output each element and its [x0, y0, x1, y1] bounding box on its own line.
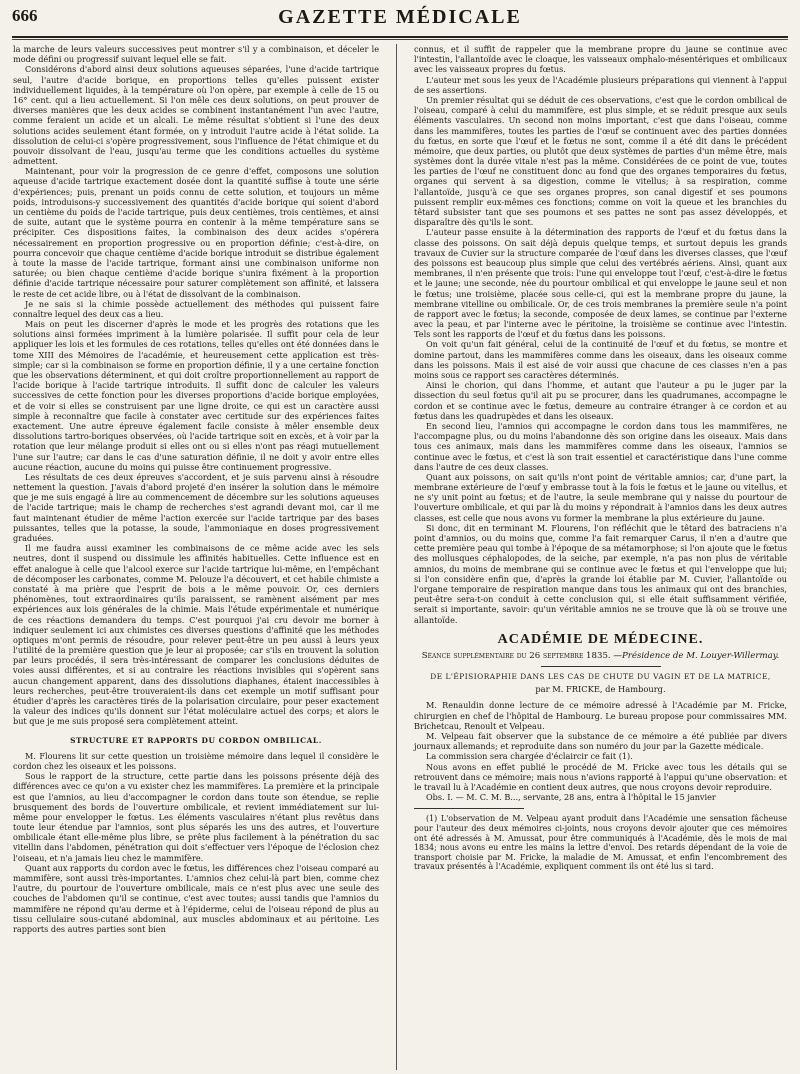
seance-line: [414, 651, 787, 661]
paragraph: Nous avons en effet publié le procédé de M. Fricke avec tous les détails qui se retrouvent dans ce mémoire; mais nous n'avions rapporté à l'appui qu'une observation: et le travail lu à l'Académie en contient deux autres, que nous croyons devoir reproduire.: [414, 761, 787, 792]
paragraph: Considérons d'abord ainsi deux solutions aqueuses séparées, l'une d'acide tartrique seul, l'autre d'acide borique, en proportions telles qu'elles puissent exister individuellement liquides, à la température où l'on opère, par exemple à celle de 15 ou 16° cent. qui a lieu actuellement. Si l'on mêle ces deux solutions, on peut prouver de diverses manières que les deux acides se combinent instantanément l'un avec l'autre, comme feraient un acide et un alcali. Le même résultat s'obtient si l'une des deux solutions acides seulement étant formée, on y introduit l'autre acide à l'état solide. La dissolution de celui-ci s'opère progressivement, sous l'influence de l'état chimique et du pouvoir dissolvant de l'eau, jusqu'au terme que les conditions actuelles du système admettent.: [13, 64, 379, 167]
footnote-rule: [414, 808, 524, 809]
paragraph: Ainsi le chorion, qui dans l'homme, et autant que l'auteur a pu le juger par la dissection du seul fœtus qu'il ait pu se procurer, dans les quadrumanes, accompagne le cordon et se continue avec le fœtus, demeure au contraire étranger à ce cordon et au fœtus dans les quadrupèdes et dans les oiseaux.: [414, 380, 787, 421]
paragraph: Un premier résultat qui se déduit de ces observations, c'est que le cordon ombilical de l'oiseau, comparé à celui du mammifère, est plus simple, et se réduit presque aux seuls éléments vasculaires. Un second non moins important, c'est que dans l'oiseau, comme dans les mammifères, toutes les parties de l'œuf se continuent avec des parties données du fœtus, en sorte que l'œuf et le fœtus ne sont, comme il a été dit dans le précédent mémoire, que deux parties, ou plutôt que deux systèmes de parties d'un même être, mais systèmes dont la durée vitale n'est pas la même. Considérées de ce point de vue, toutes les parties de l'œuf ne constituent donc au fond que des organes temporaires du fœtus, organes qui servent à sa digestion, comme le vitellus; à sa respiration, comme l'allantoïde, jusqu'à ce que ses organes propres, son canal digestif et ses poumons puissent remplir eux-mêmes ces fonctions; comme on voit la queue et les branchies du têtard subsister tant que ses poumons et ses pattes ne sont pas assez développés, et disparaître dès qu'ils le sont.: [414, 94, 787, 228]
paragraph: Je ne sais si la chimie possède actuellement des méthodes qui puissent faire connaître lequel des deux cas a lieu.: [13, 298, 379, 319]
paragraph: Il me faudra aussi examiner les combinaisons de ce même acide avec les sels neutres, dont il suspend ou dissimule les affinités habituelles. Cette influence est en effet analogue à celle que l'alcool exerce sur l'acide tartrique lui-même, en l'empêchant de décomposer les carbonates, comme M. Pelouze l'a découvert, et cet habile chimiste a constaté à ma prière que l'esprit de bois a le même pouvoir. Or, ces derniers phénomènes, tout extraordinaires qu'ils paraissent, se ramènent aisément par mes expériences aux lois générales de la chimie. Mais l'étude expérimentale et numérique de ces réactions demandera du temps. C'est pourquoi j'ai cru devoir me borner à indiquer seulement ici aux chimistes ces diverses questions d'affinité que les méthodes optiques m'ont permis de résoudre, pour relever peut-être un peu aussi à leurs yeux l'utilité de la première question que je leur ai proposée; car s'ils en trouvent la solution par leurs procédés, il sera très-intéressant de comparer les conclusions déduites de voies aussi différentes, et si au contraire les réactions invisibles qui s'opèrent sans aucun changement apparent, dans des dissolutions diaphanes, étaient inaccessibles à leurs recherches, peut-être trouveraient-ils dans cet exemple un motif suffisant pour étudier d'après les caractères tirés de la polarisation circulaire, pour peser exactement la valeur des indices qu'ils donnent sur l'état moléculaire actuel des corps; et alors le but que je me suis proposé sera complètement atteint.: [13, 543, 379, 727]
column-divider: [396, 44, 397, 1070]
observation-line: Obs. I. — M. C. M. B..., servante, 28 ans, entra à l'hôpital le 15 janvier: [426, 792, 716, 803]
paragraph: Si donc, dit en terminant M. Flourens, l'on réfléchit que le têtard des batraciens n'a point d'amnios, ou du moins que, comme l'a fait remarquer Carus, il n'en a d'autre que cette première peau qui tombe à l'époque de sa métamorphose; si l'on ajoute que le fœtus des mollusques céphalopodes, de la seiche, par exemple, n'a pas non plus de véritable amnios, du moins de membrane qui se continue avec le fœtus et qui l'enveloppe que lui; si l'on considère enfin que, d'après la grande loi établie par M. Cuvier, l'allantoïde ou l'organe temporaire de respiration manque dans tous les animaux qui ont des branchies, peut-être sera-t-on conduit à cette conclusion qui, si elle était suffisamment vérifiée, serait si importante, savoir: qu'un véritable amnios ne se trouve que là où se trouve une allantoïde.: [414, 522, 787, 625]
paragraph: La commission sera chargée d'éclaircir ce fait (1).: [426, 751, 633, 762]
article-byline: par M. FRICKE, de Hambourg.: [535, 684, 666, 695]
paragraph: M. Velpeau fait observer que la substance de ce mémoire a été publiée par divers journaux allemands; et reproduite dans son numéro du jour par la Gazette médicale.: [414, 731, 787, 752]
paragraph: la marche de leurs valeurs successives peut montrer s'il y a combinaison, et déceler le mode défini ou progressif suivant lequel elle se fait.: [13, 44, 379, 65]
seance-label: Séance supplémentaire du 26 septembre 1835.: [421, 650, 611, 661]
header-rule: [12, 36, 788, 38]
academy-heading: ACADÉMIE DE MÉDECINE.: [497, 631, 704, 647]
page-number: 666: [12, 6, 38, 25]
paragraph: Quant aux poissons, on sait qu'ils n'ont point de véritable amnios; car, d'une part, la membrane extérieure de l'œuf y embrasse tout à la fois le fœtus et le jaune ou vitellus, et ne s'y unit point au fœtus; et de l'autre, la seule membrane qui y naisse du pourtour de l'ouverture ombilicale, et qui par là du moins y répondrait à l'amnios dans les deux autres classes, est celle que nous avons vu former la membrane la plus extérieure du jaune.: [414, 471, 787, 523]
section-rule: [541, 666, 661, 667]
article-title: DE L'ÉPISIORAPHIE DANS LES CAS DE CHUTE DU VAGIN ET DE LA MATRICE,: [430, 672, 771, 682]
seance-president: —Présidence de M. Louyer-Willermay.: [613, 650, 780, 661]
footnote: (1) L'observation de M. Velpeau ayant produit dans l'Académie une sensation fâcheuse pour l'auteur des deux mémoires ci-joints, nous croyons devoir ajouter que ces mémoires ont été adressés à M. Amussat, pour être communiqués à l'Académie, dès le mois de mai 1834; nous avons eu entre les mains la lettre d'envoi. Des retards dépendant de la voie de transport choisie par M. Fricke, la maladie de M. Amussat, et enfin l'encombrement des travaux présentés à l'Académie, expliquent comment ils ont été lus si tard.: [414, 814, 787, 872]
paragraph: M. Flourens lit sur cette question un troisième mémoire dans lequel il considère le cordon chez les oiseaux et les poissons.: [13, 750, 379, 771]
paragraph: Maintenant, pour voir la progression de ce genre d'effet, composons une solution aqueuse d'acide tartrique exactement dosée dont la quantité suffise à toute une série d'expériences; puis, prenant un poids connu de cette solution, et toujours un même poids, introduisons-y successivement des quantités d'acide borique qui soient d'abord un centième du poids de l'acide tartrique, puis deux centièmes, trois centièmes, et ainsi de suite, autant que le système pourra en contenir à la même température sans se précipiter. Ces dispositions faites, la combinaison des deux acides s'opérera nécessairement en proportion progressive ou en proportion définie; c'est-à-dire, on pourra concevoir que chaque centième d'acide borique introduit se distribue également à toute la masse de l'acide tartrique, formant ainsi une combinaison uniforme non saturée; ou bien chaque centième d'acide borique s'unira fixément à la proportion définie d'acide tartrique nécessaire pour saturer complètement son affinité, et laissera le reste de cet acide libre, ou à l'état de dissolvant de la combinaison.: [13, 166, 379, 299]
right-column: [414, 44, 787, 872]
left-column: [13, 44, 379, 934]
paragraph: En second lieu, l'amnios qui accompagne le cordon dans tous les mammifères, ne l'accompagne plus, ou du moins l'abandonne dès son origine dans les oiseaux. Mais dans tous ces animaux, mais dans les mammifères comme dans les oiseaux, l'amnios se continue avec le fœtus, et c'est là son trait essentiel et caractéristique dans l'une comme dans l'autre de ces deux classes.: [414, 420, 787, 472]
paragraph: On voit qu'un fait général, celui de la continuité de l'œuf et du fœtus, se montre et domine partout, dans les mammifères comme dans les oiseaux, dans les oiseaux comme dans les poissons. Mais il est aisé de voir aussi que chacune de ces classes n'en a pas moins sous ce rapport ses caractères déterminés.: [414, 339, 787, 380]
paragraph: L'auteur passe ensuite à la détermination des rapports de l'œuf et du fœtus dans la classe des poissons. On sait déjà depuis quelque temps, et surtout depuis les grands travaux de Cuvier sur la structure comparée de l'œuf dans les diverses classes, que l'œuf des poissons est beaucoup plus simple que celui des vertébrés aériens. Ainsi, quant aux membranes, il n'en présente que trois: l'une qui enveloppe tout l'œuf, c'est-à-dire le fœtus et le jaune; une seconde, née du pourtour ombilical et qui enveloppe le jaune seul et non le fœtus; une troisième, placée sous celle-ci, qui est la membrane propre du jaune, la membrane vitelline ou ombilicale. Or, de ces trois membranes la première seule n'a point de rapport avec le fœtus; la seconde, composée de deux lames, se continue par l'externe avec la peau, et par l'interne avec le péritoine, la troisième se continue avec l'intestin. Tels sont les rapports de l'œuf et du fœtus dans les poissons.: [414, 227, 787, 340]
paragraph: Sous le rapport de la structure, cette partie dans les poissons présente déjà des différences avec ce qu'on a vu exister chez les mammifères. La première et la principale est que l'amnios, au lieu d'accompagner le cordon dans toute son étendue, se replie brusquement des bords de l'ouverture ombilicale, et revient immédiatement sur lui-même pour envelopper le fœtus. Les éléments vasculaires n'étant plus revêtus dans toute leur étendue par l'amnios, sont plus séparés les uns des autres, et l'ouverture ombilicale étant elle-même plus libre, se prête plus facilement à la pénétration du sac vitellin dans l'abdomen, pénétration qui doit s'effectuer vers l'époque de l'éclosion chez l'oiseau, et n'a jamais lieu chez le mammifère.: [13, 771, 379, 863]
header-rule-thin: [12, 39, 788, 40]
paragraph: Quant aux rapports du cordon avec le fœtus, les différences chez l'oiseau comparé au mammifère, sont aussi très-importantes. L'amnios chez celui-là part bien, comme chez l'autre, du pourtour de l'ouverture ombilicale, mais ce n'est plus avec une seule des couches de l'abdomen qu'il se continue, c'est avec toutes; aussi tandis que l'amnios du mammifère ne répond qu'au derme et à l'épiderme, celui de l'oiseau répond de plus au tissu cellulaire sous-cutané abdominal, aux muscles abdominaux et au péritoine. Les rapports des autres parties sont bien: [13, 862, 380, 934]
paragraph: Mais on peut les discerner d'après le mode et les progrès des rotations que les solutions ainsi formées impriment à la lumière polarisée. Il suffit pour cela de leur appliquer les lois et les formules de ces rotations, telles qu'elles ont été données dans le tome XIII des Mémoires de l'académie, et heureusement cette application est très-simple; car si la combinaison se forme en proportion définie, il y a une certaine fonction que les observations déterminent, et qui doit croître proportionnellement au rapport de l'acide borique à l'acide tartrique introduits. Il suffit donc de calculer les valeurs successives de cette fonction pour les diverses proportions d'acide borique employées, et de voir si elles se construisent par une ligne droite, ce qui est un caractère aussi simple à reconnaître que facile à constater avec certitude sur des expériences faites exactement. Une autre épreuve également facile consiste à mêler ensemble deux dissolutions tartro-boriques observées, où l'acide tartrique soit en excès, et à voir par la rotation que leur mélange produit si elles ont ou si elles n'ont pas réagi mutuellement l'une sur l'autre; car dans le cas d'une saturation définie, il ne doit y avoir entre elles aucune réaction, aucune du moins qui puisse être continuement progressive.: [13, 319, 379, 472]
masthead-title: GAZETTE MÉDICALE: [278, 6, 522, 28]
paragraph: M. Renauldin donne lecture de ce mémoire adressé à l'Académie par M. Fricke, chirurgien en chef de l'hôpital de Hambourg. Le bureau propose pour commissaires MM. Brichetcau, Renoult et Velpeau.: [414, 700, 787, 731]
paragraph: connus, et il suffit de rappeler que la membrane propre du jaune se continue avec l'intestin, l'allantoïde avec le cloaque, les vaisseaux omphalo-mésentériques et ombilicaux avec les vaisseaux propres du fœtus.: [414, 44, 787, 75]
paragraph: L'auteur met sous les yeux de l'Académie plusieurs préparations qui viennent à l'appui de ses assertions.: [414, 74, 787, 95]
page-header: [12, 2, 788, 38]
paragraph: Les résultats de ces deux épreuves s'accordent, et je suis parvenu ainsi à résoudre nettement la question. J'avais d'abord projeté d'en insérer la solution dans le mémoire que je me suis engagé à lire au commencement de décembre sur les solutions aqueuses de l'acide tartrique; mais le champ de recherches s'est agrandi devant moi, car il me faut maintenant étudier de même l'action exercée sur l'acide tartrique par des bases puissantes, telles que la potasse, la soude, l'ammoniaque en doses progressivement graduées.: [13, 471, 379, 543]
section-title: STRUCTURE ET RAPPORTS DU CORDON OMBILICAL.: [70, 735, 322, 745]
